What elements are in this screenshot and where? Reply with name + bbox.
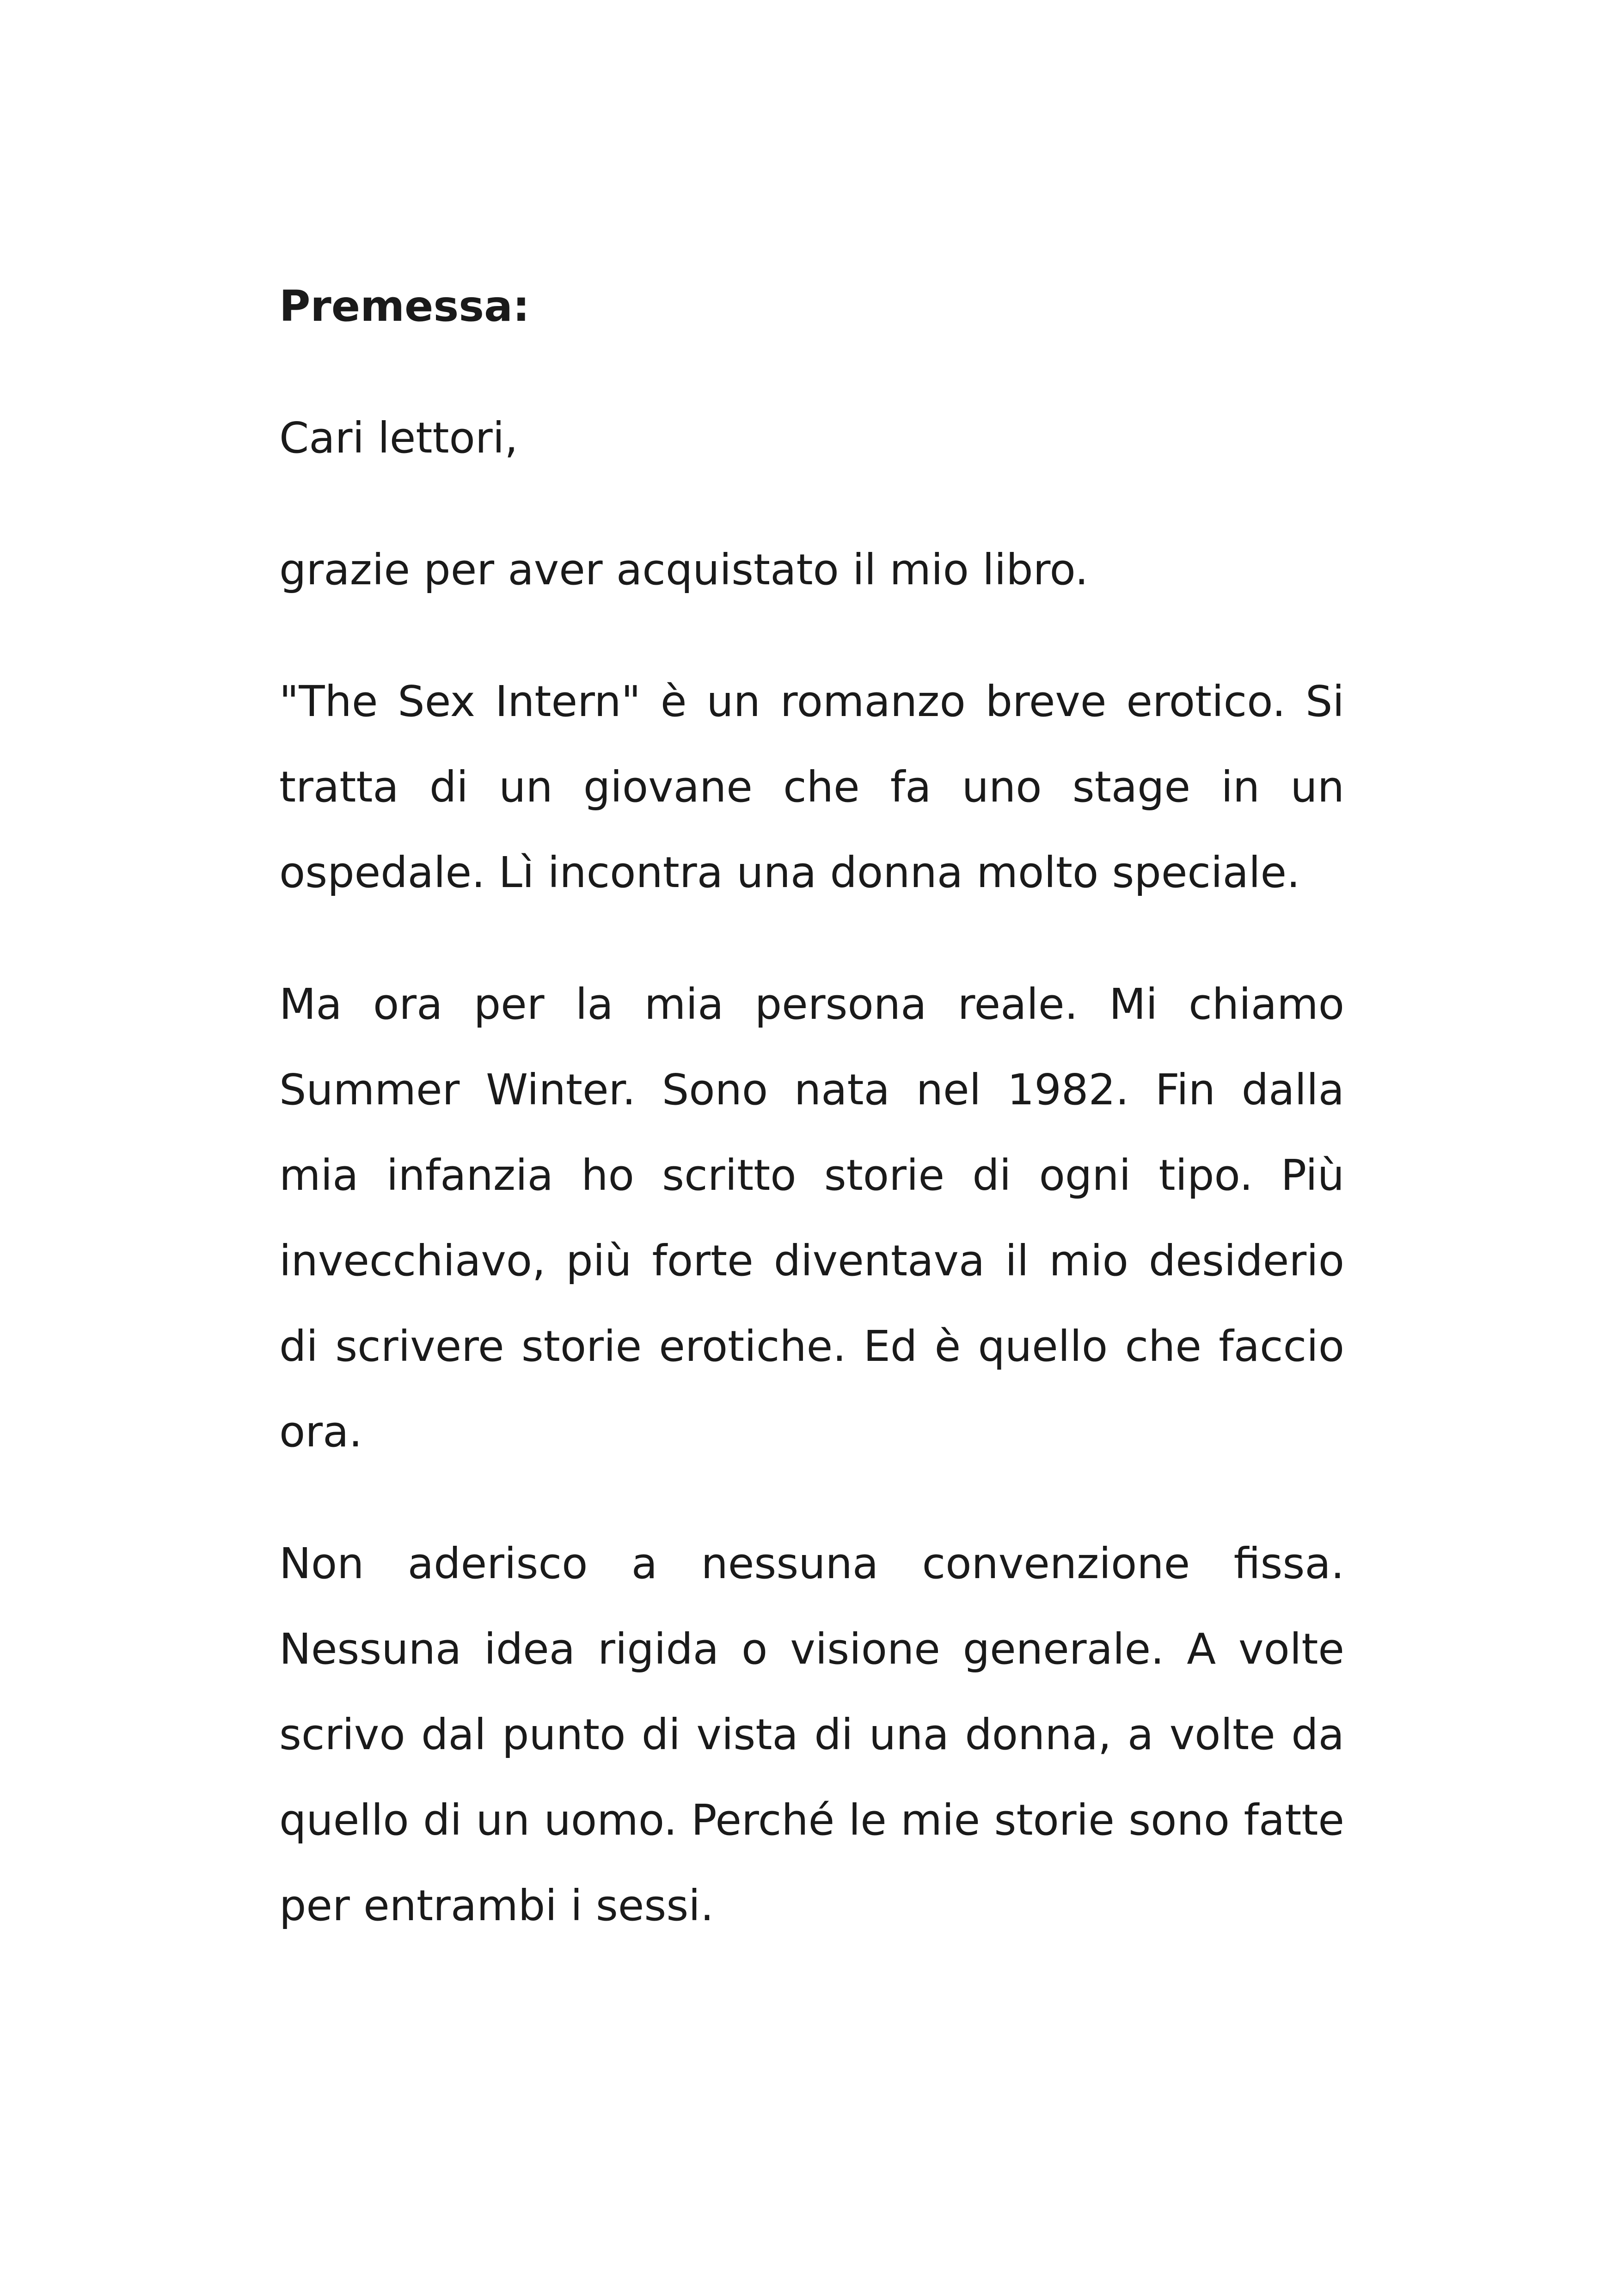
author-bio-paragraph: Ma ora per la mia persona reale. Mi chiamo Summer Winter. Sono nata nel 1982. Fin dalla mia infanzia ho scritto storie di ogni tipo. Più invecchiavo, più forte diventava il mio desiderio di scrivere storie erotiche. Ed è quello che faccio ora. xyxy=(279,980,1344,1457)
document-body xyxy=(279,263,1344,1948)
writing-style-paragraph: Non aderisco a nessuna convenzione fissa. Nessuna idea rigida o visione generale. A volte scrivo dal punto di vista di una donna, a volte da quello di un uomo. Perché le mie storie sono fatte per entrambi i sessi. xyxy=(279,1539,1344,1930)
section-heading: Premessa: xyxy=(279,282,530,331)
book-description-paragraph: "The Sex Intern" è un romanzo breve erotico. Si tratta di un giovane che fa uno stage in un ospedale. Lì incontra una donna molto speciale. xyxy=(279,677,1344,897)
thanks-paragraph: grazie per aver acquistato il mio libro. xyxy=(279,545,1089,594)
salutation-paragraph: Cari lettori, xyxy=(279,413,518,463)
